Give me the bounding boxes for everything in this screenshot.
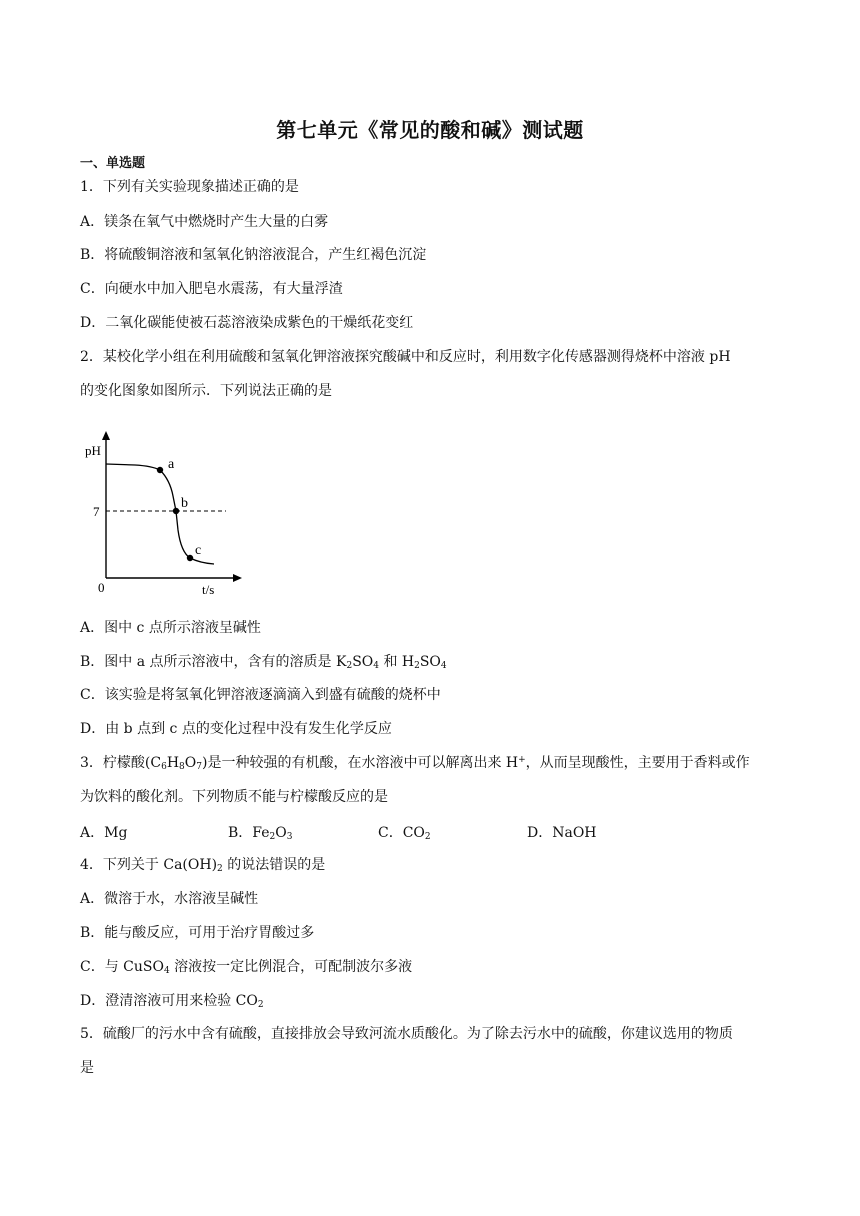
q2-option-b: B．图中 a 点所示溶液中，含有的溶质是 $K_2SO_4$ 和 $H_2SO_4$ [80,654,447,671]
q2-stem-line1: 2．某校化学小组在利用硫酸和氢氧化钾溶液探究酸碱中和反应时，利用数字化传感器测得烧杯中溶液 pH [80,349,731,365]
y-axis-label: pH [85,443,101,458]
q1-option-b: B．将硫酸铜溶液和氢氧化钠溶液混合，产生红褐色沉淀 [80,247,427,263]
q5-stem-line2: 是 [80,1060,94,1076]
q1-option-c: C．向硬水中加入肥皂水震荡，有大量浮渣 [80,281,343,297]
q2-option-a: A．图中 c 点所示溶液呈碱性 [80,620,261,636]
q1-stem: 1．下列有关实验现象描述正确的是 [80,179,299,195]
y-axis-arrow [102,431,110,440]
ph-curve-figure [80,428,250,600]
label-b: b [181,496,188,511]
q3-stem-line1: 3．柠檬酸$(C_6H_8O_7)$是一种较强的有机酸，在水溶液中可以解离出来 H+，从而呈现酸性，主要用于香料或作 [80,755,750,772]
q4-option-b: B．能与酸反应，可用于治疗胃酸过多 [80,925,315,941]
x-axis-label: t/s [202,582,215,597]
page-title: 第七单元《常见的酸和碱》测试题 [276,118,584,142]
q3-option-a: A．Mg [80,825,128,841]
point-a [157,467,163,473]
q3-option-b: B．$Fe_2O_3$ [228,825,293,842]
q4-option-a: A．微溶于水，水溶液呈碱性 [80,891,259,907]
label-a: a [168,457,175,472]
q3-option-c: C．$CO_2$ [378,825,431,842]
q2-option-c: C．该实验是将氢氧化钾溶液逐滴滴入到盛有硫酸的烧杯中 [80,687,441,703]
q4-option-c: C．与 CuSO$_4$ 溶液按一定比例混合，可配制波尔多液 [80,959,413,976]
point-c [187,555,193,561]
ph7-tick-label: 7 [93,504,100,519]
q3-stem-line2: 为饮料的酸化剂。下列物质不能与柠檬酸反应的是 [80,789,388,805]
point-b [173,508,179,514]
q2-option-d: D．由 b 点到 c 点的变化过程中没有发生化学反应 [80,721,392,737]
q4-stem: 4．下列关于 $Ca(OH)_2$ 的说法错误的是 [80,857,326,874]
q5-stem-line1: 5．硫酸厂的污水中含有硫酸，直接排放会导致河流水质酸化。为了除去污水中的硫酸，你建议选用的物质 [80,1026,733,1042]
origin-label: 0 [98,580,105,595]
q2-stem-line2: 的变化图象如图所示．下列说法正确的是 [80,383,332,399]
x-axis-arrow [233,574,242,582]
section-heading: 一、单选题 [80,156,146,171]
q4-option-d: D．澄清溶液可用来检验 $CO_2$ [80,993,264,1010]
q1-option-a: A．镁条在氧气中燃烧时产生大量的白雾 [80,214,329,230]
q1-option-d: D．二氧化碳能使被石蕊溶液染成紫色的干燥纸花变红 [80,315,414,331]
q3-option-d: D．NaOH [527,825,597,841]
label-c: c [195,543,202,558]
